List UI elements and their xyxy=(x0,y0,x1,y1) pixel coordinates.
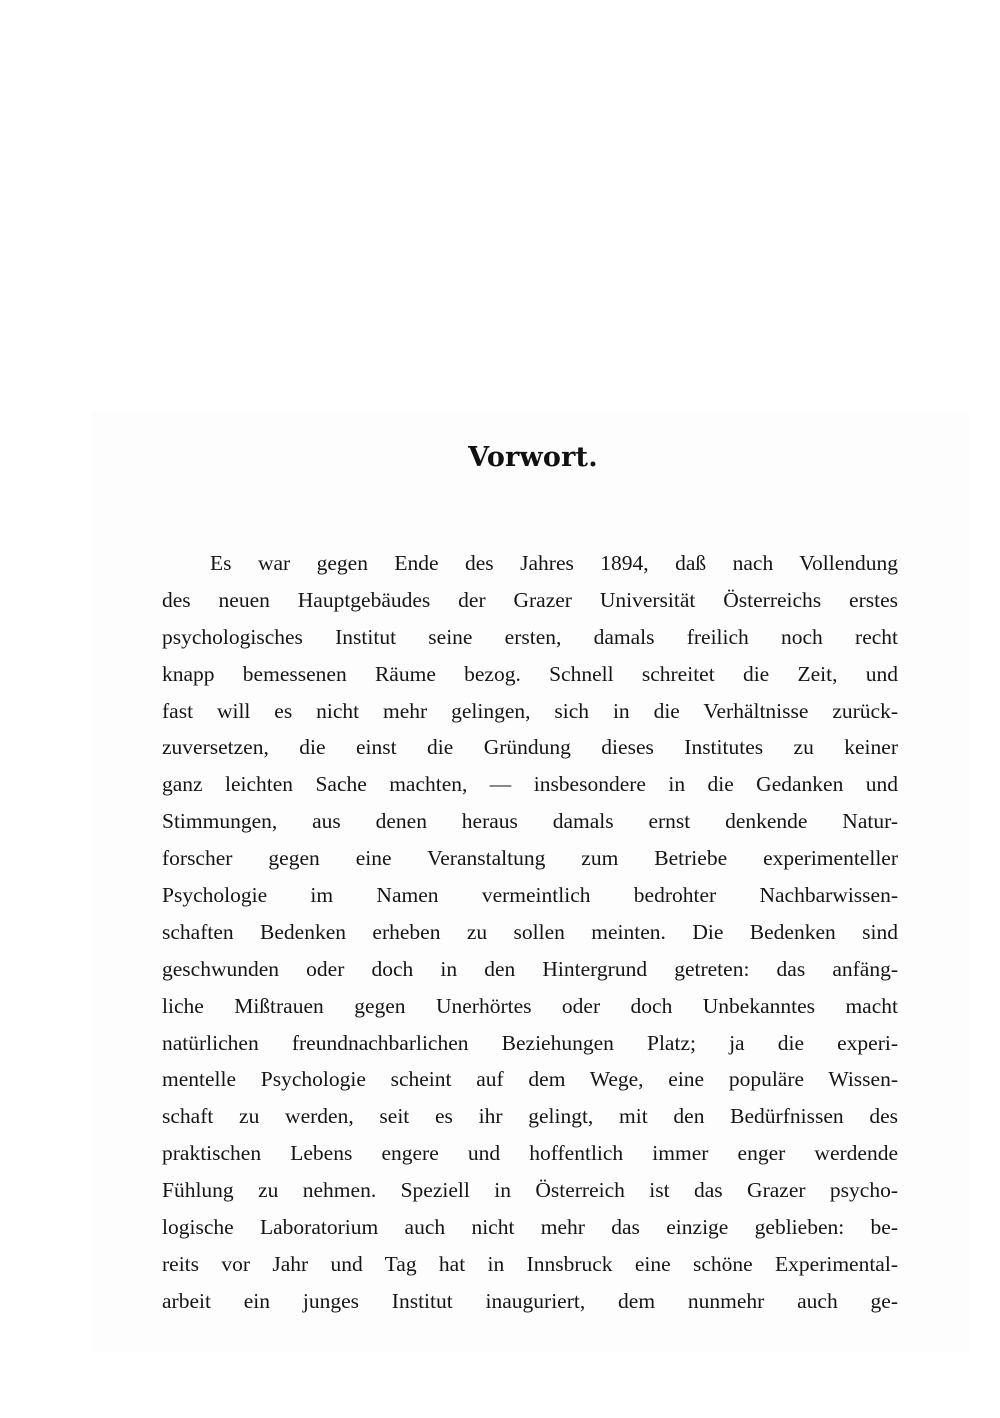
text-line: fast will es nicht mehr gelingen, sich in die Verhältnisse zurück- xyxy=(162,698,898,723)
text-line: Fühlung zu nehmen. Speziell in Österreich ist das Grazer psycho- xyxy=(162,1178,898,1203)
text-line: mentelle Psychologie scheint auf dem Wege, eine populäre Wissen- xyxy=(162,1067,898,1092)
text-line: schaften Bedenken erheben zu sollen meinten. Die Bedenken sind xyxy=(162,919,898,944)
text-line: psychologisches Institut seine ersten, damals freilich noch recht xyxy=(162,624,898,649)
text-line: arbeit ein junges Institut inauguriert, dem nunmehr auch ge- xyxy=(162,1288,898,1313)
text-line: knapp bemessenen Räume bezog. Schnell schreitet die Zeit, und xyxy=(162,661,898,686)
text-line: reits vor Jahr und Tag hat in Innsbruck eine schöne Experimental- xyxy=(162,1251,898,1276)
text-line: forscher gegen eine Veranstaltung zum Betriebe experimenteller xyxy=(162,846,898,871)
text-line: logische Laboratorium auch nicht mehr das einzige geblieben: be- xyxy=(162,1215,898,1240)
text-line: zuversetzen, die einst die Gründung dieses Institutes zu keiner xyxy=(162,735,898,760)
text-line: natürlichen freundnachbarlichen Beziehungen Platz; ja die experi- xyxy=(162,1030,898,1055)
body-text xyxy=(162,545,898,1320)
text-line: ganz leichten Sache machten, — insbesondere in die Gedanken und xyxy=(162,772,898,797)
text-line: Es war gegen Ende des Jahres 1894, daß nach Vollendung xyxy=(210,551,898,575)
page-title: Vorwort. xyxy=(468,442,598,473)
text-line: Psychologie im Namen vermeintlich bedrohter Nachbarwissen- xyxy=(162,883,898,908)
text-line: Stimmungen, aus denen heraus damals ernst denkende Natur- xyxy=(162,809,898,834)
text-line: liche Mißtrauen gegen Unerhörtes oder doch Unbekanntes macht xyxy=(162,993,898,1018)
text-line: schaft zu werden, seit es ihr gelingt, mit den Bedürfnissen des xyxy=(162,1104,898,1129)
text-line: geschwunden oder doch in den Hintergrund getreten: das anfäng- xyxy=(162,956,898,981)
text-line: praktischen Lebens engere und hoffentlich immer enger werdende xyxy=(162,1141,898,1166)
text-line: des neuen Hauptgebäudes der Grazer Universität Österreichs erstes xyxy=(162,587,898,612)
